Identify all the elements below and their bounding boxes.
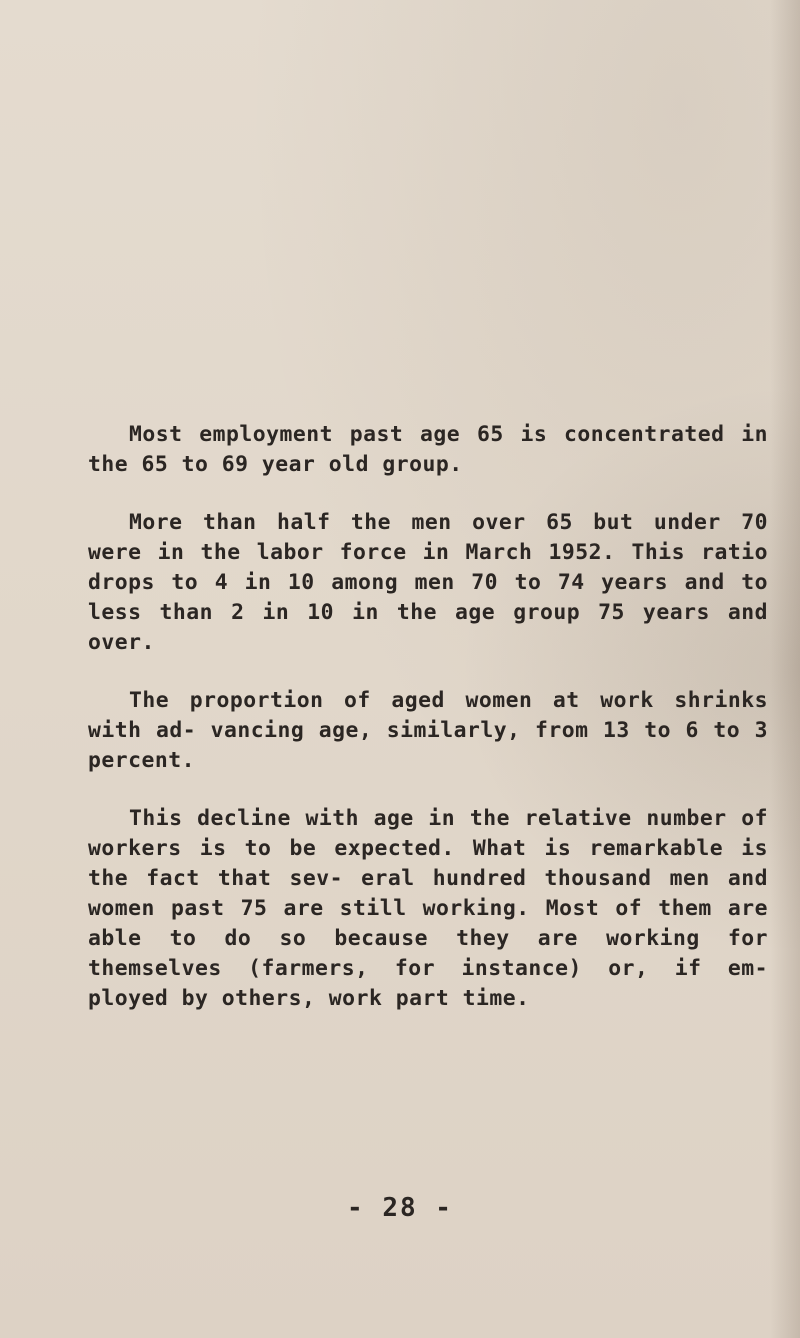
page-edge-shadow [770, 0, 800, 1338]
paragraph-women-at-work: The proportion of aged women at work shrinks with ad- vancing age, similarly, from 13 to 6 to 3 percent. [88, 688, 768, 773]
paragraph-men-labor-force: More than half the men over 65 but under 70 were in the labor force in March 1952. This ratio drops to 4 in 10 among men 70 to 74 years and to less than 2 in 10 in the age group 75 years and over. [88, 510, 768, 655]
paragraph-decline-with-age: This decline with age in the relative number of workers is to be expected. What is remarkable is the fact that sev- eral hundred thousand men and women past 75 are still working. Most of them are able to do so because they are working for themselves (farmers, for instance) or, if em- ployed by others, work part time. [88, 806, 768, 1011]
body-text [88, 420, 768, 1042]
paragraph-employment-concentration: Most employment past age 65 is concentrated in the 65 to 69 year old group. [88, 422, 768, 477]
page-number: - 28 - [347, 1193, 453, 1223]
